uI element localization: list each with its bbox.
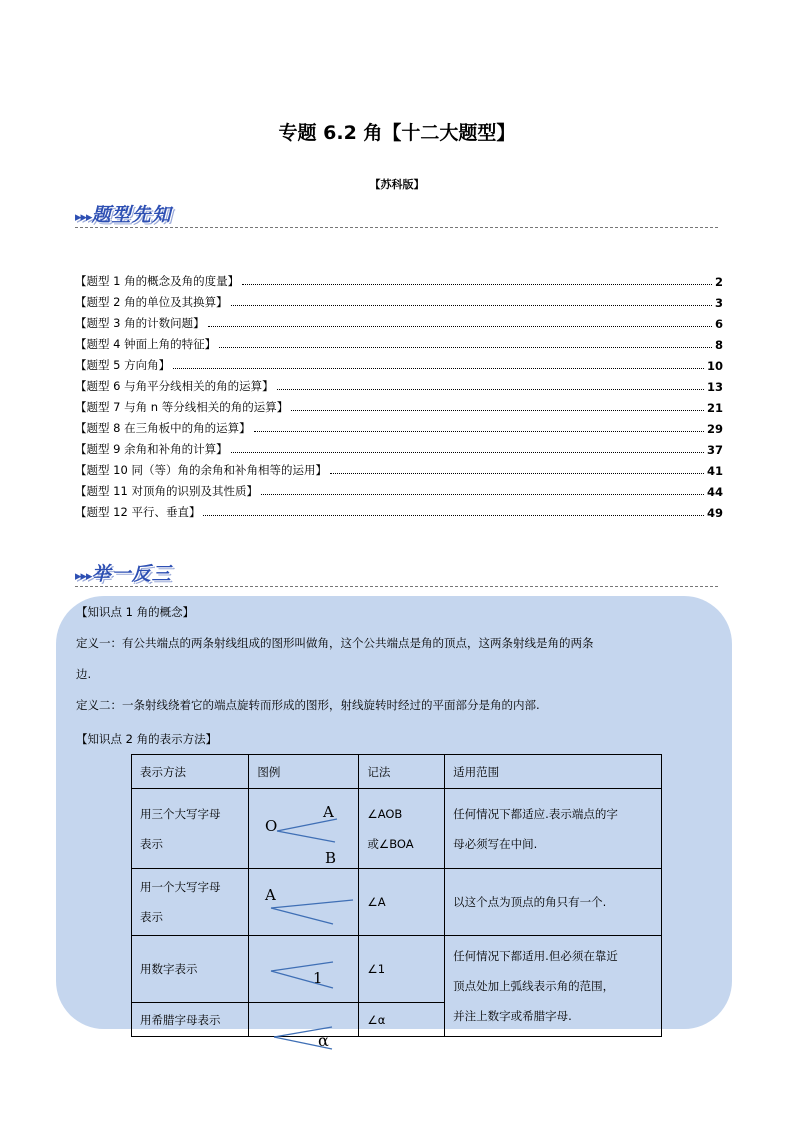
- scope-text: 母必须写在中间.: [453, 836, 538, 851]
- method-text: 表示: [140, 910, 163, 924]
- toc-entry-label[interactable]: 【题型 12 平行、垂直】: [75, 505, 201, 519]
- header-cell: 记法: [359, 755, 445, 789]
- angle-1-figure: [249, 936, 358, 999]
- edition-label: 【苏科版】: [369, 178, 425, 191]
- toc-leader: [330, 473, 704, 474]
- method-cell: 用数字表示: [132, 936, 249, 1003]
- toc-entry-label[interactable]: 【题型 9 余角和补角的计算】: [75, 442, 228, 456]
- figure-cell: [249, 789, 359, 869]
- arrows-icon: ▸▸▸: [75, 210, 92, 225]
- method-cell: [132, 789, 249, 869]
- arrows-icon: ▸▸▸: [75, 569, 92, 584]
- page-title: 专题 6.2 角【十二大题型】: [278, 122, 516, 144]
- label-a: A: [265, 886, 277, 904]
- toc-leader: [291, 410, 704, 411]
- toc-page-number[interactable]: 29: [706, 422, 723, 436]
- scope-cell: [445, 936, 662, 1037]
- method-cell: [132, 869, 249, 936]
- toc-leader: [231, 305, 712, 306]
- toc-entry-label[interactable]: 【题型 8 在三角板中的角的运算】: [75, 421, 251, 435]
- toc-leader: [254, 431, 704, 432]
- toc-entry-label[interactable]: 【题型 5 方向角】: [75, 358, 171, 372]
- toc-page-number[interactable]: 41: [706, 464, 723, 478]
- toc-heading: [75, 200, 172, 227]
- angle-notation-table: [131, 754, 662, 1037]
- angle-alpha-figure: [262, 1022, 352, 1056]
- table-header-row: [132, 755, 662, 789]
- toc-leader: [203, 515, 704, 516]
- toc-page-number[interactable]: 8: [714, 338, 723, 352]
- toc-leader: [219, 347, 712, 348]
- toc-entry[interactable]: [75, 394, 723, 415]
- toc-leader: [173, 368, 704, 369]
- definition-one-line1: 定义一：有公共端点的两条射线组成的图形叫做角，这个公共端点是角的顶点，这两条射线是角的两条: [76, 636, 594, 650]
- toc-page-number[interactable]: 2: [714, 275, 723, 289]
- divider: [75, 586, 718, 587]
- label-a: A: [323, 803, 335, 821]
- scope-text: 并注上数字或希腊字母.: [453, 1009, 572, 1023]
- scope-text: 任何情况下都适应.表示端点的字: [453, 806, 618, 821]
- toc-page-number[interactable]: 6: [714, 317, 723, 331]
- toc-entry-label[interactable]: 【题型 6 与角平分线相关的角的运算】: [75, 379, 274, 393]
- angle-a-figure: [249, 869, 358, 932]
- header-cell: 适用范围: [445, 755, 662, 789]
- notation-text: ∠AOB: [367, 806, 403, 821]
- scope-text: 顶点处加上弧线表示角的范围，: [453, 979, 615, 993]
- toc-entry-label[interactable]: 【题型 3 角的计数问题】: [75, 316, 205, 330]
- table-row: [132, 936, 662, 1003]
- toc-leader: [277, 389, 704, 390]
- scope-cell: [445, 789, 662, 869]
- label-alpha: α: [318, 1031, 329, 1050]
- practice-heading: [75, 559, 172, 586]
- toc-entry-label[interactable]: 【题型 7 与角 n 等分线相关的角的运算】: [75, 400, 289, 414]
- definition-one: [76, 628, 726, 690]
- toc-entry-label[interactable]: 【题型 4 钟面上角的特征】: [75, 337, 217, 351]
- angle-aob-figure: [249, 789, 358, 865]
- table-row: [132, 869, 662, 936]
- method-cell: 用希腊字母表示: [132, 1003, 249, 1037]
- practice-heading-text: 举一反三: [91, 563, 172, 585]
- notation-text: 或∠BOA: [367, 836, 414, 851]
- toc-entry[interactable]: [75, 457, 723, 478]
- toc-entry-label[interactable]: 【题型 2 角的单位及其换算】: [75, 295, 228, 309]
- toc-entry-label[interactable]: 【题型 10 同（等）角的余角和补角相等的运用】: [75, 463, 327, 477]
- notation-cell: ∠1: [359, 936, 445, 1003]
- method-text: 用三个大写字母: [140, 806, 221, 821]
- label-one: 1: [313, 969, 323, 987]
- toc-page-number[interactable]: 49: [706, 506, 723, 520]
- notation-cell: [359, 789, 445, 869]
- toc-leader: [231, 452, 704, 453]
- toc-leader: [242, 284, 712, 285]
- toc-page-number[interactable]: 21: [706, 401, 723, 415]
- toc-leader: [261, 494, 704, 495]
- scope-cell: 以这个点为顶点的角只有一个.: [445, 869, 662, 936]
- divider: [75, 227, 718, 228]
- table-of-contents: [75, 268, 723, 520]
- scope-text: 任何情况下都适用.但必须在靠近: [453, 949, 618, 963]
- label-b: B: [325, 849, 337, 865]
- toc-page-number[interactable]: 44: [706, 485, 723, 499]
- toc-page-number[interactable]: 3: [714, 296, 723, 310]
- header-cell: 表示方法: [132, 755, 249, 789]
- knowledge-point-1-title: 【知识点 1 角的概念】: [76, 605, 195, 619]
- table-row: [132, 789, 662, 869]
- toc-entry[interactable]: [75, 436, 723, 457]
- toc-entry[interactable]: [75, 289, 723, 310]
- definition-two: 定义二：一条射线绕着它的端点旋转而形成的图形，射线旋转时经过的平面部分是角的内部.: [76, 698, 540, 712]
- toc-leader: [208, 326, 712, 327]
- knowledge-point-2-title: 【知识点 2 角的表示方法】: [76, 732, 218, 746]
- toc-page-number[interactable]: 37: [706, 443, 723, 457]
- toc-entry[interactable]: [75, 415, 723, 436]
- figure-cell: [249, 869, 359, 936]
- method-text: 表示: [140, 836, 163, 851]
- toc-heading-text: 题型先知: [91, 204, 172, 226]
- toc-entry-label[interactable]: 【题型 11 对顶角的识别及其性质】: [75, 484, 258, 498]
- label-o: O: [265, 817, 278, 835]
- toc-page-number[interactable]: 10: [706, 359, 723, 373]
- toc-entry[interactable]: [75, 373, 723, 394]
- toc-entry[interactable]: [75, 310, 723, 331]
- toc-entry[interactable]: [75, 331, 723, 352]
- toc-entry[interactable]: [75, 478, 723, 499]
- definition-one-line2: 边.: [76, 667, 92, 681]
- figure-cell: [249, 936, 359, 1003]
- header-cell: 图例: [249, 755, 359, 789]
- notation-cell: ∠α: [359, 1003, 445, 1037]
- toc-entry[interactable]: [75, 499, 723, 520]
- toc-page-number[interactable]: 13: [706, 380, 723, 394]
- toc-entry-label[interactable]: 【题型 1 角的概念及角的度量】: [75, 274, 240, 288]
- notation-cell: ∠A: [359, 869, 445, 936]
- toc-entry[interactable]: [75, 268, 723, 289]
- toc-entry[interactable]: [75, 352, 723, 373]
- method-text: 用一个大写字母: [140, 880, 221, 894]
